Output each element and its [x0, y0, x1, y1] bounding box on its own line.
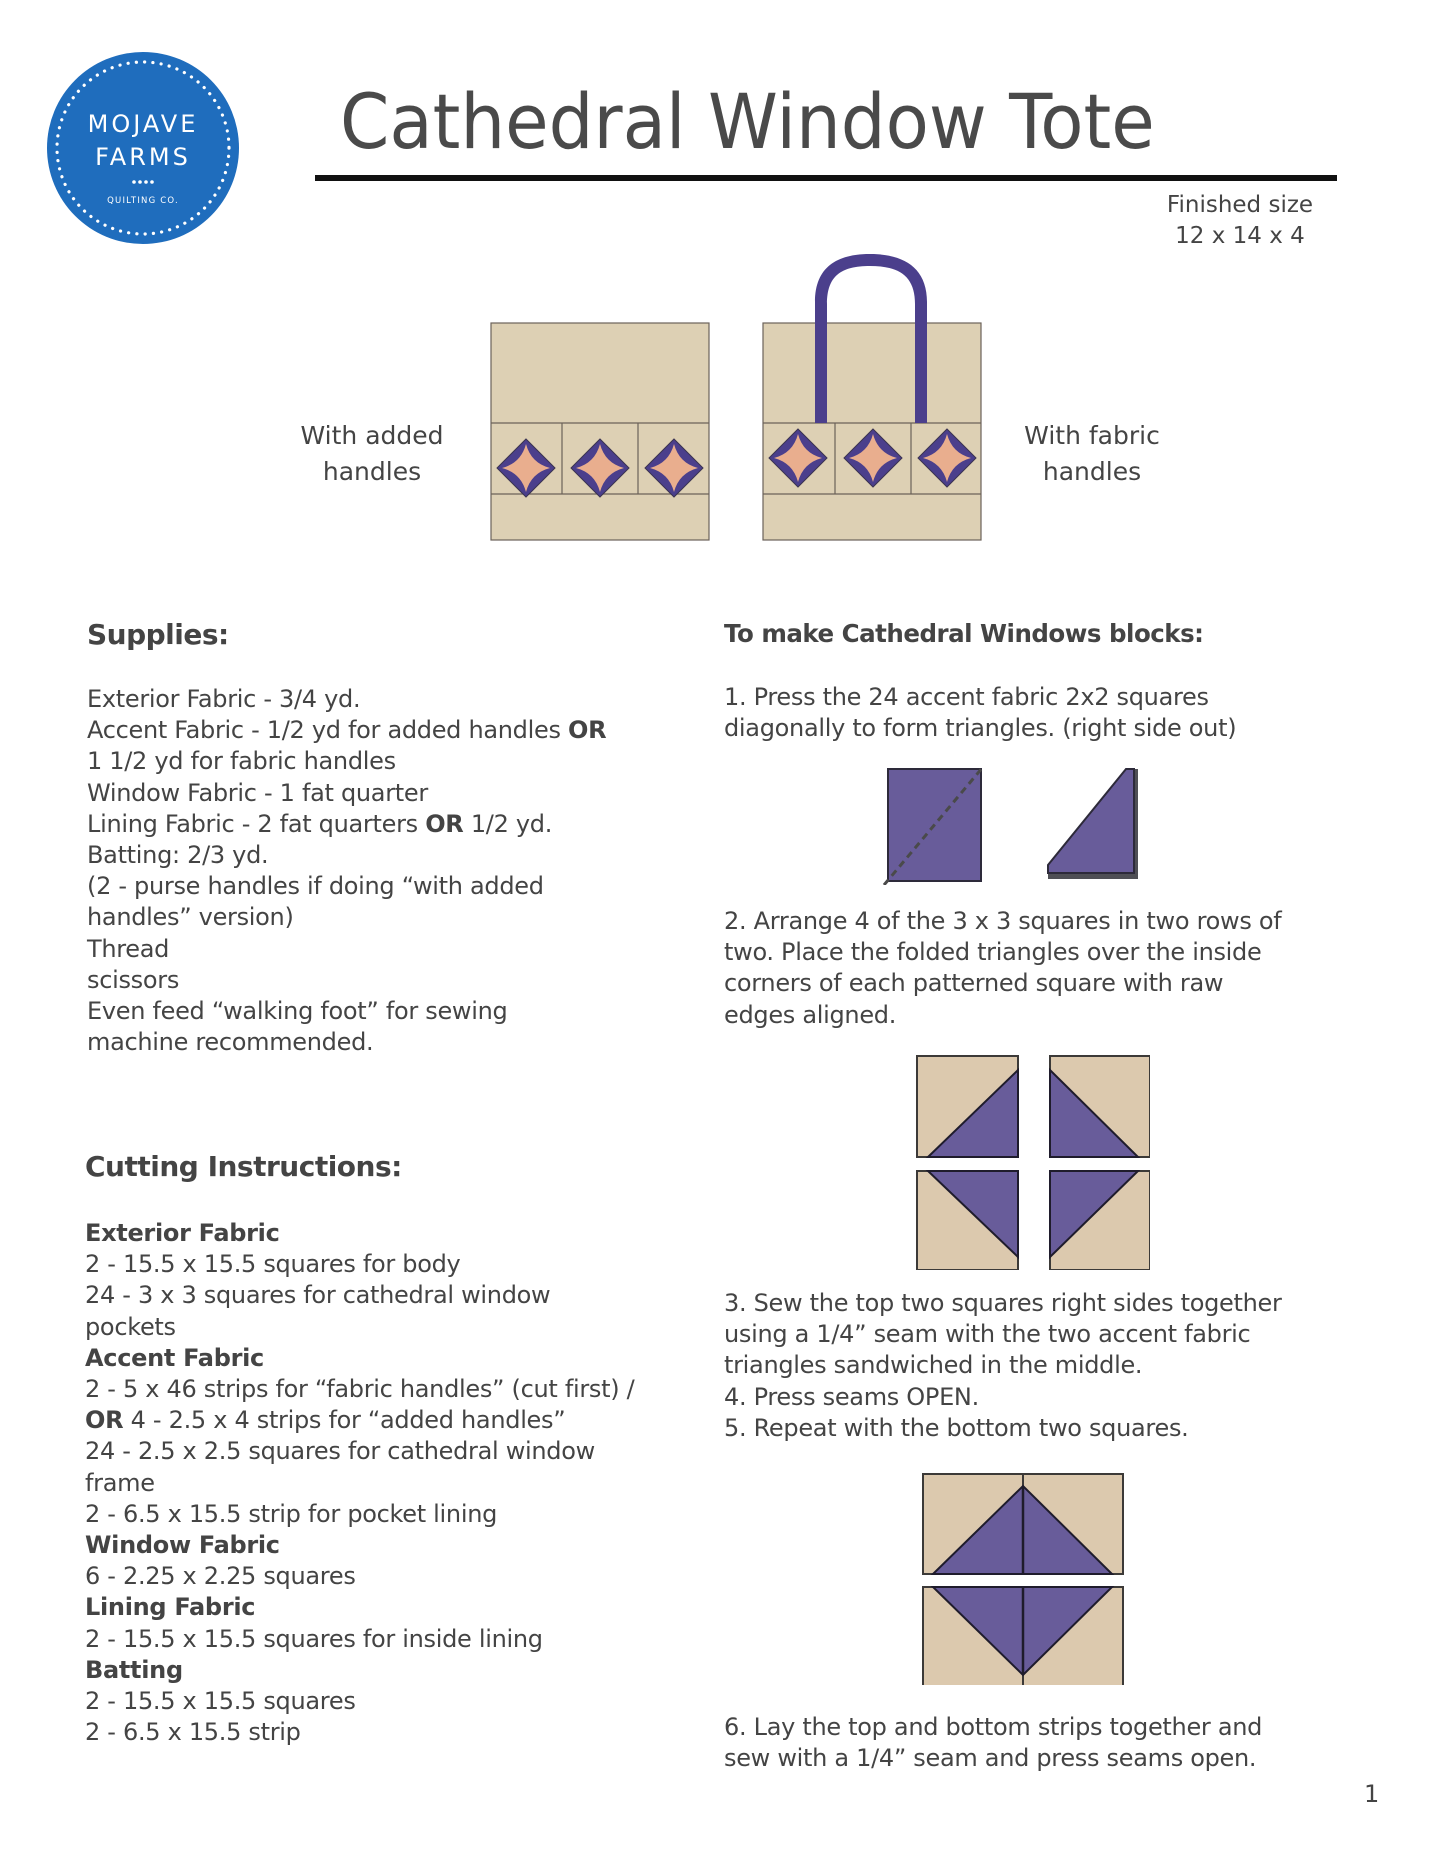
step-line: 4. Press seams OPEN. — [724, 1382, 979, 1411]
list-line — [85, 1343, 634, 1374]
mojave-farms-logo — [46, 51, 240, 245]
list-line — [85, 1249, 634, 1280]
supplies-heading: Supplies: — [87, 618, 229, 651]
sewn-strips-figure — [910, 1460, 1130, 1685]
fabric-handles-label-line1: With fabric — [1024, 421, 1160, 450]
list-line — [87, 840, 606, 871]
added-handles-label — [262, 418, 482, 490]
list-line — [85, 1405, 634, 1436]
list-line — [85, 1530, 634, 1561]
list-line — [87, 996, 606, 1027]
finished-size — [1140, 190, 1340, 252]
step-line: diagonally to form triangles. (right side out) — [724, 714, 1237, 743]
tote-added-handles — [491, 323, 709, 540]
tote-body-1 — [491, 323, 709, 540]
step-line: 2. Arrange 4 of the 3 x 3 squares in two rows of — [724, 907, 1282, 935]
bold-text: OR — [425, 809, 464, 838]
fabric-handles-label-line2: handles — [1042, 457, 1142, 486]
finished-size-label: Finished size — [1166, 192, 1314, 218]
cutting-heading: Cutting Instructions: — [85, 1150, 402, 1183]
bold-text: Batting — [85, 1655, 183, 1684]
text-segment: Even feed “walking foot” for sewing — [87, 997, 508, 1026]
list-line — [85, 1592, 634, 1623]
text-segment: 2 - 15.5 x 15.5 squares for inside lining — [85, 1624, 543, 1653]
step-line: 1. Press the 24 accent fabric 2x2 squares — [724, 683, 1209, 711]
list-line — [85, 1218, 634, 1249]
text-segment: 2 - 6.5 x 15.5 strip for pocket lining — [85, 1499, 498, 1528]
list-line — [87, 1027, 606, 1058]
list-line — [85, 1655, 634, 1686]
text-segment: 24 - 3 x 3 squares for cathedral window — [85, 1281, 551, 1310]
list-line — [85, 1624, 634, 1655]
logo-tagline: QUILTING CO. — [107, 196, 179, 206]
page-number: 1 — [1364, 1780, 1380, 1808]
list-line — [85, 1436, 634, 1467]
text-segment: machine recommended. — [87, 1028, 374, 1057]
tote-illustrations — [480, 210, 1000, 550]
list-line — [85, 1717, 634, 1748]
bold-text: OR — [85, 1406, 124, 1435]
arranged-squares-figure — [900, 1045, 1150, 1270]
text-segment: 4 - 2.5 x 4 strips for “added handles” — [123, 1406, 566, 1435]
text-segment: Exterior Fabric - 3/4 yd. — [87, 685, 361, 713]
list-line — [87, 778, 606, 809]
text-segment: 1/2 yd. — [463, 809, 553, 838]
step-line: sew with a 1/4” seam and press seams open. — [724, 1744, 1257, 1773]
text-segment: 24 - 2.5 x 2.5 squares for cathedral window — [85, 1437, 595, 1466]
bold-text: OR — [567, 716, 607, 745]
text-segment: pockets — [85, 1312, 176, 1341]
fold-square-figure — [870, 755, 1170, 885]
list-line — [85, 1686, 634, 1717]
bold-text: Exterior Fabric — [85, 1219, 280, 1247]
step-line: using a 1/4” seam with the two accent fabric — [724, 1320, 1251, 1349]
text-segment: handles” version) — [87, 903, 294, 932]
list-line — [85, 1312, 634, 1343]
step-1 — [724, 682, 1236, 744]
step-6 — [724, 1712, 1262, 1774]
list-line — [87, 809, 606, 840]
list-line — [87, 684, 606, 715]
text-segment: 1 1/2 yd for fabric handles — [87, 747, 396, 776]
step-line: 5. Repeat with the bottom two squares. — [724, 1413, 1189, 1442]
list-line — [85, 1280, 634, 1311]
list-line — [87, 746, 606, 777]
text-segment: Window Fabric - 1 fat quarter — [87, 778, 428, 807]
step-line: 3. Sew the top two squares right sides together — [724, 1289, 1282, 1317]
list-line — [85, 1374, 634, 1405]
list-line — [87, 715, 606, 746]
bold-text: Lining Fabric — [85, 1593, 256, 1622]
list-line — [85, 1561, 634, 1592]
supplies-list — [87, 684, 606, 1058]
added-handles-label-line1: With added — [300, 421, 444, 450]
list-line — [87, 871, 606, 902]
step-2 — [724, 906, 1281, 1031]
list-line — [85, 1499, 634, 1530]
list-line — [87, 902, 606, 933]
bold-text: Accent Fabric — [85, 1343, 264, 1372]
text-segment: scissors — [87, 965, 180, 994]
title-underline — [315, 175, 1337, 181]
logo-line2: FARMS — [95, 143, 191, 171]
list-line — [87, 934, 606, 965]
text-segment: Thread — [87, 934, 170, 963]
text-segment: 2 - 15.5 x 15.5 squares for body — [85, 1250, 461, 1279]
text-segment: 2 - 5 x 46 strips for “fabric handles” (cut first) / — [85, 1375, 635, 1404]
fabric-handles-label — [982, 418, 1202, 490]
logo-line1: MOJAVE — [87, 110, 199, 138]
text-segment: Lining Fabric - 2 fat quarters — [87, 809, 426, 838]
step-line: 6. Lay the top and bottom strips together and — [724, 1713, 1263, 1741]
text-segment: 2 - 15.5 x 15.5 squares — [85, 1687, 356, 1716]
tote-fabric-handles — [763, 254, 981, 540]
text-segment: 2 - 6.5 x 15.5 strip — [85, 1718, 301, 1747]
list-line — [87, 965, 606, 996]
cutting-list — [85, 1218, 634, 1748]
page-title: Cathedral Window Tote — [340, 77, 1155, 166]
finished-size-value: 12 x 14 x 4 — [1175, 223, 1305, 249]
added-handles-label-line2: handles — [322, 457, 422, 486]
step-line: edges aligned. — [724, 1000, 897, 1029]
step-line: triangles sandwiched in the middle. — [724, 1351, 1143, 1380]
windows-heading: To make Cathedral Windows blocks: — [724, 619, 1204, 648]
text-segment: Accent Fabric - 1/2 yd for added handles — [87, 716, 568, 745]
folded-triangle — [1048, 769, 1134, 873]
text-segment: frame — [85, 1468, 155, 1497]
text-segment: Batting: 2/3 yd. — [87, 841, 269, 870]
bold-text: Window Fabric — [85, 1531, 280, 1560]
step-line: two. Place the folded triangles over the inside — [724, 938, 1262, 967]
step-3-to-5 — [724, 1288, 1282, 1444]
text-segment: 6 - 2.25 x 2.25 squares — [85, 1562, 356, 1591]
text-segment: (2 - purse handles if doing “with added — [87, 872, 544, 901]
list-line — [85, 1468, 634, 1499]
step-line: corners of each patterned square with raw — [724, 969, 1224, 998]
